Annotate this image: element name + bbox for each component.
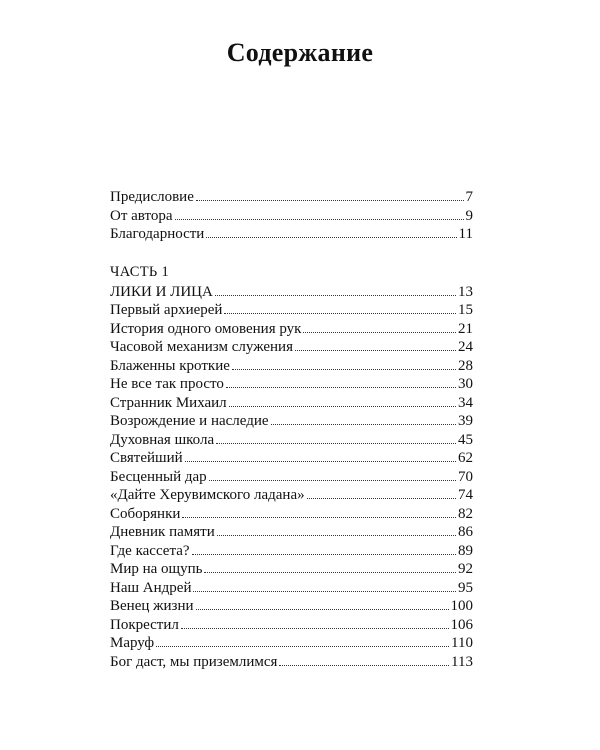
- toc-entry-page: 45: [458, 431, 473, 448]
- dot-leader: [307, 485, 456, 499]
- dot-leader: [175, 206, 464, 220]
- toc-intro-section: [110, 187, 473, 243]
- toc-entry-page: 15: [458, 302, 473, 318]
- dot-leader: [295, 337, 456, 351]
- toc-entry-page: 89: [458, 542, 473, 559]
- toc-entry-title: История одного омовения рук: [110, 320, 302, 337]
- toc-entry-title: Благодарности: [110, 226, 205, 242]
- toc-entry: [110, 559, 473, 578]
- toc-entry: [110, 224, 473, 243]
- dot-leader: [279, 652, 449, 666]
- dot-leader: [229, 393, 456, 407]
- toc-entry-title: Наш Андрей: [110, 579, 192, 596]
- dot-leader: [182, 504, 456, 518]
- dot-leader: [156, 633, 449, 647]
- toc-entry: [110, 541, 473, 560]
- toc-entry-title: Духовная школа: [110, 431, 215, 448]
- part-1-entry-list: [110, 282, 473, 671]
- toc-entry: [110, 187, 473, 206]
- toc-entry-page: 11: [458, 226, 473, 242]
- dot-leader: [224, 300, 456, 314]
- toc-entry-title: Дневник памяти: [110, 524, 215, 540]
- dot-leader: [216, 430, 456, 444]
- toc-entry-page: 9: [465, 207, 473, 224]
- dot-leader: [185, 448, 456, 462]
- toc-entry-page: 92: [458, 561, 473, 577]
- toc-entry: [110, 596, 473, 615]
- toc-entry-title: Часовой механизм служения: [110, 339, 293, 355]
- toc-entry-page: 100: [450, 598, 473, 614]
- dot-leader: [232, 356, 456, 370]
- toc-entry-page: 95: [458, 579, 473, 596]
- dot-leader: [217, 522, 456, 536]
- toc-part-1-section: [110, 263, 473, 670]
- dot-leader: [181, 615, 449, 629]
- toc-entry: [110, 374, 473, 393]
- toc-entry-page: 62: [458, 450, 473, 466]
- toc-entry-page: 39: [458, 413, 473, 429]
- toc-entry-title: Не все так просто: [110, 376, 224, 392]
- dot-leader: [192, 541, 456, 555]
- toc-entry-page: 74: [458, 487, 473, 503]
- toc-entry: [110, 485, 473, 504]
- toc-entry-page: 30: [458, 376, 473, 392]
- toc-entry-title: «Дайте Херувимского ладана»: [110, 487, 305, 503]
- page-title: Содержание: [226, 38, 374, 67]
- toc-entry: [110, 300, 473, 319]
- toc-entry-title: От автора: [110, 207, 173, 224]
- toc-entry: [110, 411, 473, 430]
- toc-entry-title: Мир на ощупь: [110, 561, 203, 577]
- dot-leader: [206, 224, 456, 238]
- toc-entry-title: Святейший: [110, 450, 183, 466]
- toc-entry: [110, 319, 473, 338]
- toc-entry: [110, 504, 473, 523]
- toc-entry-page: 110: [451, 635, 473, 651]
- toc-entry-page: 113: [451, 653, 473, 670]
- dot-leader: [303, 319, 456, 333]
- toc-entry-page: 24: [458, 339, 473, 355]
- toc-entry: [110, 615, 473, 634]
- toc-entry-title: Возрождение и наследие: [110, 413, 269, 429]
- dot-leader: [196, 596, 449, 610]
- toc-entry-title: Бог даст, мы приземлимся: [110, 653, 278, 670]
- toc-entry: [110, 633, 473, 652]
- dot-leader: [204, 559, 456, 573]
- dot-leader: [193, 578, 456, 592]
- toc-entry: [110, 578, 473, 597]
- dot-leader: [209, 467, 456, 481]
- toc-entry-page: 82: [458, 505, 473, 522]
- toc-entry-page: 7: [465, 189, 473, 205]
- toc-entry-page: 86: [458, 524, 473, 540]
- dot-leader: [271, 411, 456, 425]
- toc-entry: [110, 448, 473, 467]
- toc-entry-title: Странник Михаил: [110, 394, 227, 411]
- toc-entry-title: Соборянки: [110, 505, 181, 522]
- toc-entry-title: Венец жизни: [110, 598, 194, 614]
- dot-leader: [226, 374, 456, 388]
- toc-entry-page: 28: [458, 357, 473, 374]
- toc-entry-title: Покрестил: [110, 616, 179, 633]
- toc-entry: [110, 356, 473, 375]
- toc-entry-title: Предисловие: [110, 189, 194, 205]
- toc-entry-page: 34: [458, 394, 473, 411]
- toc-entry-title: Бесценный дар: [110, 468, 207, 485]
- toc-entry-title: ЛИКИ И ЛИЦА: [110, 283, 213, 300]
- toc-entry-page: 21: [458, 320, 473, 337]
- toc-entry-title: Блаженны кроткие: [110, 357, 230, 374]
- toc-entry: [110, 467, 473, 486]
- toc-entry: [110, 337, 473, 356]
- part-heading: ЧАСТЬ 1: [110, 264, 170, 280]
- toc-entry: [110, 652, 473, 671]
- toc-entry: [110, 430, 473, 449]
- toc-entry: [110, 393, 473, 412]
- toc-entry-page: 106: [450, 616, 473, 633]
- toc-entry-title: Где кассета?: [110, 542, 190, 559]
- toc-entry: [110, 282, 473, 301]
- dot-leader: [215, 282, 456, 296]
- dot-leader: [196, 187, 464, 201]
- toc-entry-title: Маруф: [110, 635, 155, 651]
- toc-entry-page: 13: [458, 283, 473, 300]
- toc-entry: [110, 206, 473, 225]
- toc-entry-page: 70: [458, 468, 473, 485]
- toc-entry-title: Первый архиерей: [110, 302, 223, 318]
- toc-entry: [110, 522, 473, 541]
